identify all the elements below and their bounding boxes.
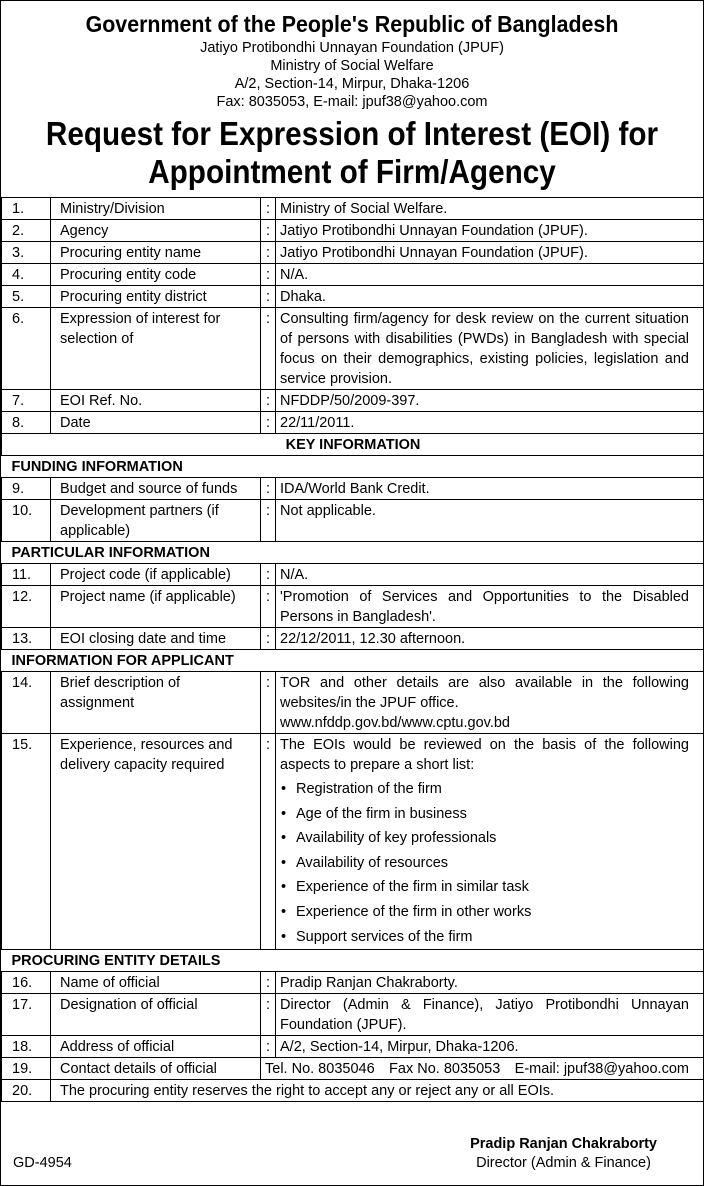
- table-row: [2, 672, 704, 734]
- row-value: Director (Admin & Finance), Jatiyo Protibondhi Unnayan Foundation (JPUF).: [276, 994, 704, 1036]
- notice-code: GD-4954: [13, 1155, 72, 1171]
- section-procuring-entity-details: PROCURING ENTITY DETAILS: [2, 950, 704, 972]
- email-address[interactable]: E-mail: jpuf38@yahoo.com: [514, 1061, 689, 1078]
- notice-title-line1: Request for Expression of Interest (EOI) for: [45, 115, 659, 152]
- row-colon: :: [261, 286, 276, 308]
- table-row: [2, 994, 704, 1036]
- notice-footer: [1, 1131, 703, 1185]
- row-colon: :: [261, 734, 276, 950]
- row-label: Budget and source of funds: [51, 478, 261, 500]
- notice-title-line2: Appointment of Firm/Agency: [148, 153, 556, 190]
- table-row: [2, 390, 704, 412]
- ministry-name: Ministry of Social Welfare: [270, 58, 434, 74]
- row-colon: :: [261, 628, 276, 650]
- row-value: 'Promotion of Services and Opportunities to the Disabled Persons in Bangladesh'.: [276, 586, 704, 628]
- row-colon: :: [261, 478, 276, 500]
- table-row: [2, 308, 704, 390]
- review-criteria-intro: The EOIs would be reviewed on the basis of the following aspects to prepare a short list:: [280, 737, 689, 773]
- section-row: [2, 950, 704, 972]
- row-colon: :: [261, 198, 276, 220]
- table-row: [2, 242, 704, 264]
- row-value: Not applicable.: [276, 500, 704, 542]
- row-value: 22/11/2011.: [276, 412, 704, 434]
- row-number: 8.: [2, 412, 51, 434]
- row-number: 10.: [2, 500, 51, 542]
- section-row: [2, 456, 704, 478]
- row-value: Pradip Ranjan Chakraborty.: [276, 972, 704, 994]
- row-value: [276, 672, 704, 734]
- notice-header: [1, 9, 703, 191]
- list-item: • Availability of resources: [280, 851, 689, 876]
- row-number: 17.: [2, 994, 51, 1036]
- row-label: Contact details of official: [51, 1058, 261, 1080]
- table-row: [2, 500, 704, 542]
- row-value: [276, 734, 704, 950]
- row-value: IDA/World Bank Credit.: [276, 478, 704, 500]
- row-colon: :: [261, 972, 276, 994]
- row-number: 6.: [2, 308, 51, 390]
- row-number: 7.: [2, 390, 51, 412]
- row-colon: :: [261, 412, 276, 434]
- table-row: [2, 564, 704, 586]
- table-row: [2, 264, 704, 286]
- list-item: • Availability of key professionals: [280, 826, 689, 851]
- row-colon: :: [261, 586, 276, 628]
- section-information-for-applicant: INFORMATION FOR APPLICANT: [2, 650, 704, 672]
- row-label: Procuring entity district: [51, 286, 261, 308]
- fax-number: Fax No. 8035053: [389, 1061, 501, 1078]
- list-item: • Support services of the firm: [280, 925, 689, 950]
- table-row: [2, 734, 704, 950]
- section-particular-information: PARTICULAR INFORMATION: [2, 542, 704, 564]
- row-number: 19.: [2, 1058, 51, 1080]
- section-row: [2, 650, 704, 672]
- row-value: Jatiyo Protibondhi Unnayan Foundation (JPUF).: [276, 242, 704, 264]
- list-item: • Registration of the firm: [280, 777, 689, 802]
- row-colon: :: [261, 1036, 276, 1058]
- list-item: • Experience of the firm in similar task: [280, 875, 689, 900]
- row-number: 1.: [2, 198, 51, 220]
- row-label: EOI closing date and time: [51, 628, 261, 650]
- row-label: EOI Ref. No.: [51, 390, 261, 412]
- row-colon: :: [261, 242, 276, 264]
- row-label: Procuring entity code: [51, 264, 261, 286]
- row-value: Ministry of Social Welfare.: [276, 198, 704, 220]
- row-colon: :: [261, 308, 276, 390]
- section-funding-information: FUNDING INFORMATION: [2, 456, 704, 478]
- row-number: 3.: [2, 242, 51, 264]
- section-row: [2, 542, 704, 564]
- table-row: [2, 1058, 704, 1080]
- table-row: [2, 972, 704, 994]
- row-label: Project name (if applicable): [51, 586, 261, 628]
- row-number: 12.: [2, 586, 51, 628]
- row-number: 2.: [2, 220, 51, 242]
- row-colon: :: [261, 564, 276, 586]
- table-row: [2, 586, 704, 628]
- row-value: A/2, Section-14, Mirpur, Dhaka-1206.: [276, 1036, 704, 1058]
- row-value: Consulting firm/agency for desk review on the current situation of persons with disabilities (PWDs) in Bangladesh with special focus on their demographics, existing policies, legislation and service provision.: [276, 308, 704, 390]
- row-number: 20.: [2, 1080, 51, 1102]
- row-number: 14.: [2, 672, 51, 734]
- row-value: N/A.: [276, 264, 704, 286]
- eoi-table: [1, 197, 704, 1102]
- reservation-statement: The procuring entity reserves the right to accept any or reject any or all EOIs.: [51, 1080, 704, 1102]
- table-row: [2, 220, 704, 242]
- row-value: [261, 1058, 704, 1080]
- row-label: Name of official: [51, 972, 261, 994]
- table-row: [2, 1080, 704, 1102]
- office-address: A/2, Section-14, Mirpur, Dhaka-1206: [234, 76, 470, 92]
- row-label: Agency: [51, 220, 261, 242]
- telephone-number: Tel. No. 8035046: [265, 1061, 375, 1078]
- row-label: Development partners (if applicable): [51, 500, 261, 542]
- row-colon: :: [261, 220, 276, 242]
- row-number: 16.: [2, 972, 51, 994]
- row-label: Address of official: [51, 1036, 261, 1058]
- row-colon: :: [261, 994, 276, 1036]
- row-label: Expression of interest for selection of: [51, 308, 261, 390]
- row-label: Experience, resources and delivery capacity required: [51, 734, 261, 950]
- row-number: 18.: [2, 1036, 51, 1058]
- signer-title: Director (Admin & Finance): [476, 1155, 651, 1171]
- contact-details: [265, 1059, 689, 1079]
- row-value: NFDDP/50/2009-397.: [276, 390, 704, 412]
- section-key-information: KEY INFORMATION: [2, 434, 704, 456]
- row-number: 5.: [2, 286, 51, 308]
- assignment-description: TOR and other details are also available in the following websites/in the JPUF office.: [280, 675, 689, 711]
- foundation-name: Jatiyo Protibondhi Unnayan Foundation (JPUF): [200, 40, 504, 56]
- row-colon: :: [261, 390, 276, 412]
- list-item: • Age of the firm in business: [280, 802, 689, 827]
- section-row: [2, 434, 704, 456]
- row-number: 15.: [2, 734, 51, 950]
- table-row: [2, 286, 704, 308]
- table-row: [2, 1036, 704, 1058]
- row-label: Project code (if applicable): [51, 564, 261, 586]
- row-colon: :: [261, 672, 276, 734]
- row-value: 22/12/2011, 12.30 afternoon.: [276, 628, 704, 650]
- row-label: Date: [51, 412, 261, 434]
- table-row: [2, 478, 704, 500]
- row-colon: :: [261, 264, 276, 286]
- row-value: Jatiyo Protibondhi Unnayan Foundation (JPUF).: [276, 220, 704, 242]
- office-contact: Fax: 8035053, E-mail: jpuf38@yahoo.com: [216, 94, 488, 110]
- signer-name: Pradip Ranjan Chakraborty: [470, 1136, 657, 1152]
- row-number: 11.: [2, 564, 51, 586]
- government-title: Government of the People's Republic of Bangladesh: [85, 11, 619, 37]
- row-value: Dhaka.: [276, 286, 704, 308]
- row-number: 13.: [2, 628, 51, 650]
- criteria-list: [280, 777, 689, 949]
- table-row: [2, 198, 704, 220]
- row-label: Designation of official: [51, 994, 261, 1036]
- websites-link[interactable]: www.nfddp.gov.bd/www.cptu.gov.bd: [280, 715, 510, 731]
- table-row: [2, 628, 704, 650]
- row-label: Brief description of assignment: [51, 672, 261, 734]
- signature-block: [470, 1135, 657, 1173]
- row-label: Ministry/Division: [51, 198, 261, 220]
- list-item: • Experience of the firm in other works: [280, 900, 689, 925]
- row-colon: :: [261, 500, 276, 542]
- row-number: 4.: [2, 264, 51, 286]
- row-value: N/A.: [276, 564, 704, 586]
- row-label: Procuring entity name: [51, 242, 261, 264]
- table-row: [2, 412, 704, 434]
- row-number: 9.: [2, 478, 51, 500]
